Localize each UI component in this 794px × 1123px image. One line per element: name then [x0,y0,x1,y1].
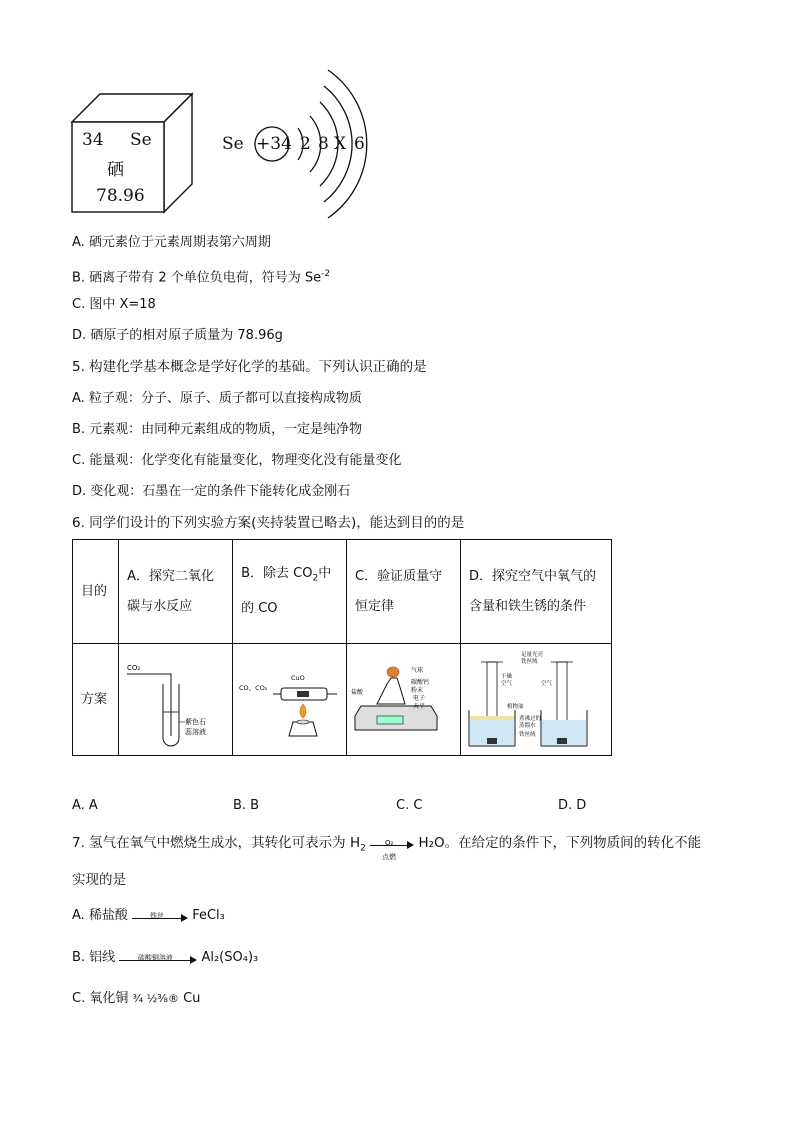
element-name: 硒 [107,160,124,180]
q7-option-b-arrow [119,953,197,963]
q7-option-c-post: Cu [183,991,201,1006]
fig-a-reagent2: 蕊溶液 [185,727,207,736]
plan-c [347,644,461,756]
fig-d-l1: 足量光亮 [521,651,544,658]
q5-option-d: D. 变化观：石墨在一定的条件下能转化成金刚石 [72,484,351,499]
q7-option-c-pre: C. 氧化铜 [72,991,129,1006]
reduction-tube-figure [233,650,345,750]
element-number: 34 [82,130,104,150]
q6-answer-d: D. D [558,798,587,813]
q4-option-c: C. 图中 X=18 [72,297,156,312]
q5-stem: 5. 构建化学基本概念是学好化学的基础。下列认识正确的是 [72,359,427,375]
q4-option-a: A. 硒元素位于元素周期表第六周期 [72,235,271,250]
q4-option-b [72,265,330,287]
test-tube-figure [119,650,231,750]
fig-d-l9: 铁丝绒 [519,731,536,738]
atom-symbol: Se [222,134,244,154]
purpose-d: D．探究空气中氧气的含量和铁生锈的条件 [461,540,612,644]
q4-option-d: D. 硒原子的相对原子质量为 78.96g [72,328,283,343]
q5-option-b: B. 元素观：由同种元素组成的物质，一定是纯净物 [72,422,363,437]
fig-c-l2: 碳酸钙 [411,678,430,686]
fig-c-l5: 天平 [413,702,426,710]
q7-option-a-pre: A. 稀盐酸 [72,908,128,923]
q7-option-c-arrow: ¾ ½⅜® [132,992,179,1005]
fig-c-l4: 电子 [413,694,426,702]
q5-option-c: C. 能量观：化学变化有能量变化，物理变化没有能量变化 [72,453,402,468]
atom-nucleus: +34 [256,134,292,154]
q6-answer-c: C. C [396,798,423,813]
rust-experiment-figure [461,648,611,752]
element-symbol: Se [130,130,152,150]
fig-c-l6: 盐酸 [351,688,364,696]
purpose-c: C．验证质量守恒定律 [347,540,461,644]
row-head-purpose: 目的 [73,540,119,644]
q7-stem: 7. 氢气在氧气中燃烧生成水，其转化可表示为 $H_2$ O₂ 点燃 H₂O。在给定的条件下，下列物质间的转化不能 [72,834,701,858]
shell-3: X [334,134,347,154]
q7-option-b-arrow-label: 硫酸铜溶液 [137,953,173,962]
fig-d-l3: 干燥 [501,673,513,680]
fig-d-l5: 空气 [541,680,553,687]
q6-answer-b: B. B [233,798,260,813]
q7-option-c [72,990,200,1008]
purpose-b-pre: B．除去 CO [241,566,313,582]
fig-d-l4: 空气 [501,680,513,687]
fig-a-gas: CO₂ [127,663,141,672]
purpose-a: A．探究二氧化碳与水反应 [119,540,233,644]
q7-arrow [370,838,414,861]
q4-option-b-text: B. 硒离子带有 2 个单位负电荷，符号为 Se [72,270,322,286]
q7-stem-post: H₂O。在给定的条件下，下列物质间的转化不能 [418,835,702,851]
shell-1: 2 [300,134,311,154]
fig-a-reagent1: 紫色石 [185,717,207,726]
fig-b-gas: CO、CO₂ [239,683,268,692]
q7-option-b-pre: B. 铝线 [72,950,116,965]
purpose-b-post: 中的 CO [241,566,332,616]
fig-d-l6: 植物油 [507,703,524,710]
plan-d [461,644,612,756]
q7-option-a [72,907,225,925]
fig-d-l7: 煮沸过的 [519,715,542,722]
q7-option-b-post: Al₂(SO₄)₃ [201,950,259,965]
experiment-table [72,539,612,756]
element-mass: 78.96 [96,186,145,206]
shell-2: 8 [318,134,329,154]
q7-arrow-bottom: 点燃 [382,853,397,861]
fig-d-l2: 铁丝绒 [521,658,538,665]
q5-option-a: A. 粒子观：分子、原子、质子都可以直接构成物质 [72,391,362,406]
q7-arrow-top: O₂ [384,839,394,847]
plan-b [233,644,347,756]
purpose-b: B．除去 $CO_2$中的 CO [233,540,347,644]
fig-c-l1: 气球 [411,666,424,674]
q7-stem-pre: 7. 氢气在氧气中燃烧生成水，其转化可表示为 H [72,835,361,851]
q4-option-b-sup: -2 [321,269,331,279]
q7-option-a-arrow-label: 铁丝 [150,911,165,920]
shell-4: 6 [354,134,365,154]
balance-figure [347,650,459,750]
fig-d-l8: 蒸馏水 [519,722,536,729]
q7-stem2: 实现的是 [72,872,126,888]
q7-option-a-arrow [132,911,188,921]
plan-a [119,644,233,756]
q7-option-a-post: FeCl₃ [192,908,225,923]
q6-answer-a: A. A [72,798,98,813]
q7-option-b [72,949,258,967]
q6-stem: 6. 同学们设计的下列实验方案(夹持装置已略去)，能达到目的的是 [72,515,465,531]
fig-c-l3: 粉末 [411,686,424,694]
row-head-plan: 方案 [73,644,119,756]
fig-b-solid: CuO [291,673,305,682]
